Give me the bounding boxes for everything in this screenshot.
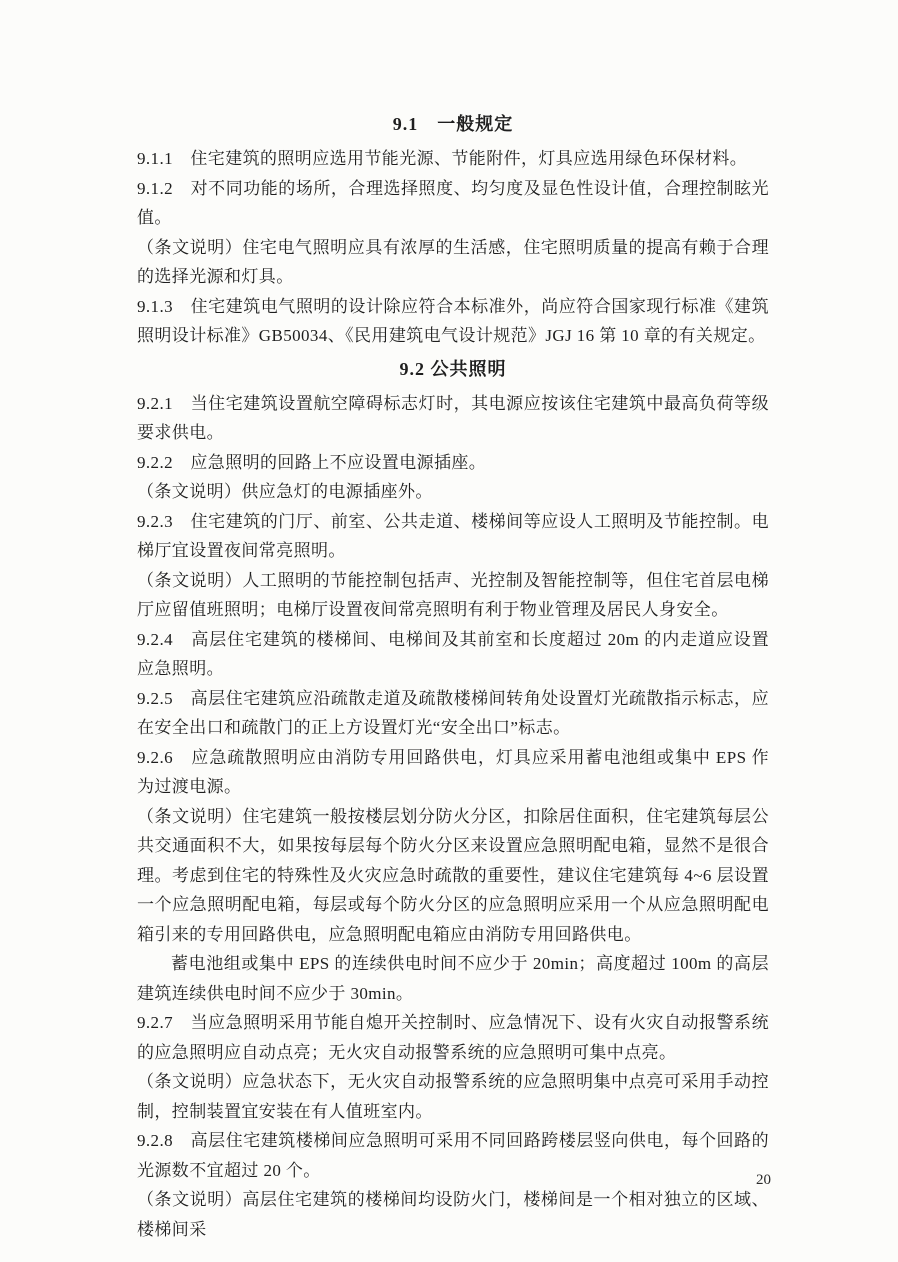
clause-paragraph-9-2-8: 9.2.8 高层住宅建筑楼梯间应急照明可采用不同回路跨楼层竖向供电，每个回路的光源数不宜超过 20 个。 — [137, 1131, 769, 1180]
clause-paragraph-9-1-3: 9.1.3 住宅建筑电气照明的设计除应符合本标准外，尚应符合国家现行标准《建筑照明设计标准》GB50034、《民用建筑电气设计规范》JGJ 16 第 10 章的有关规定。 — [137, 296, 769, 345]
page-content — [137, 106, 769, 1244]
clause-paragraph-9-2-5: 9.2.5 高层住宅建筑应沿疏散走道及疏散楼梯间转角处设置灯光疏散指示标志，应在安全出口和疏散门的正上方设置灯光“安全出口”标志。 — [137, 688, 769, 737]
clause-paragraph-9-2-7: 9.2.7 当应急照明采用节能自熄开关控制时、应急情况下、设有火灾自动报警系统的应急照明应自动点亮；无火灾自动报警系统的应急照明可集中点亮。 — [137, 1013, 769, 1062]
commentary-paragraph-9-2-3: （条文说明）人工照明的节能控制包括声、光控制及智能控制等，但住宅首层电梯厅应留值班照明；电梯厅设置夜间常亮照明有利于物业管理及居民人身安全。 — [137, 570, 769, 619]
commentary-paragraph-9-2-6: （条文说明）住宅建筑一般按楼层划分防火分区，扣除居住面积，住宅建筑每层公共交通面积不大，如果按每层每个防火分区来设置应急照明配电箱，显然不是很合理。考虑到住宅的特殊性及火灾应急时疏散的重要性，建议住宅建筑每 4~6 层设置一个应急照明配电箱，每层或每个防火分区的应急照明应采用一个从应急照明配电箱引来的专用回路供电，应急照明配电箱应由消防专用回路供电。 — [137, 806, 769, 944]
clause-paragraph-9-1-2: 9.1.2 对不同功能的场所，合理选择照度、均匀度及显色性设计值，合理控制眩光值。 — [137, 178, 769, 227]
clause-paragraph-9-2-4: 9.2.4 高层住宅建筑的楼梯间、电梯间及其前室和长度超过 20m 的内走道应设置应急照明。 — [137, 629, 769, 678]
clause-paragraph-9-2-3: 9.2.3 住宅建筑的门厅、前室、公共走道、楼梯间等应设人工照明及节能控制。电梯厅宜设置夜间常亮照明。 — [137, 511, 769, 560]
page-number: 20 — [756, 1172, 771, 1188]
section-heading-9-2: 9.2 公共照明 — [399, 358, 507, 379]
clause-paragraph-9-2-6: 9.2.6 应急疏散照明应由消防专用回路供电，灯具应采用蓄电池组或集中 EPS 作为过渡电源。 — [137, 747, 769, 796]
clause-paragraph-9-2-1: 9.2.1 当住宅建筑设置航空障碍标志灯时，其电源应按该住宅建筑中最高负荷等级要求供电。 — [137, 393, 769, 442]
section-heading-9-1: 9.1 一般规定 — [392, 114, 514, 134]
commentary-paragraph-9-2-2: （条文说明）供应急灯的电源插座外。 — [137, 482, 433, 501]
commentary-paragraph-9-2-7: （条文说明）应急状态下，无火灾自动报警系统的应急照明集中点亮可采用手动控制，控制装置宜安装在有人值班室内。 — [137, 1072, 769, 1121]
commentary-paragraph-9-2-8: （条文说明）高层住宅建筑的楼梯间均设防火门，楼梯间是一个相对独立的区域、楼梯间采 — [137, 1190, 769, 1239]
clause-paragraph-9-1-1: 9.1.1 住宅建筑的照明应选用节能光源、节能附件，灯具应选用绿色环保材料。 — [137, 149, 748, 168]
commentary-paragraph-9-1-2: （条文说明）住宅电气照明应具有浓厚的生活感，住宅照明质量的提高有赖于合理的选择光源和灯具。 — [137, 237, 769, 286]
clause-paragraph-9-2-2: 9.2.2 应急照明的回路上不应设置电源插座。 — [137, 452, 487, 472]
commentary-paragraph-9-2-6-continued: 蓄电池组或集中 EPS 的连续供电时间不应少于 20min；高度超过 100m 的高层建筑连续供电时间不应少于 30min。 — [137, 954, 769, 1003]
